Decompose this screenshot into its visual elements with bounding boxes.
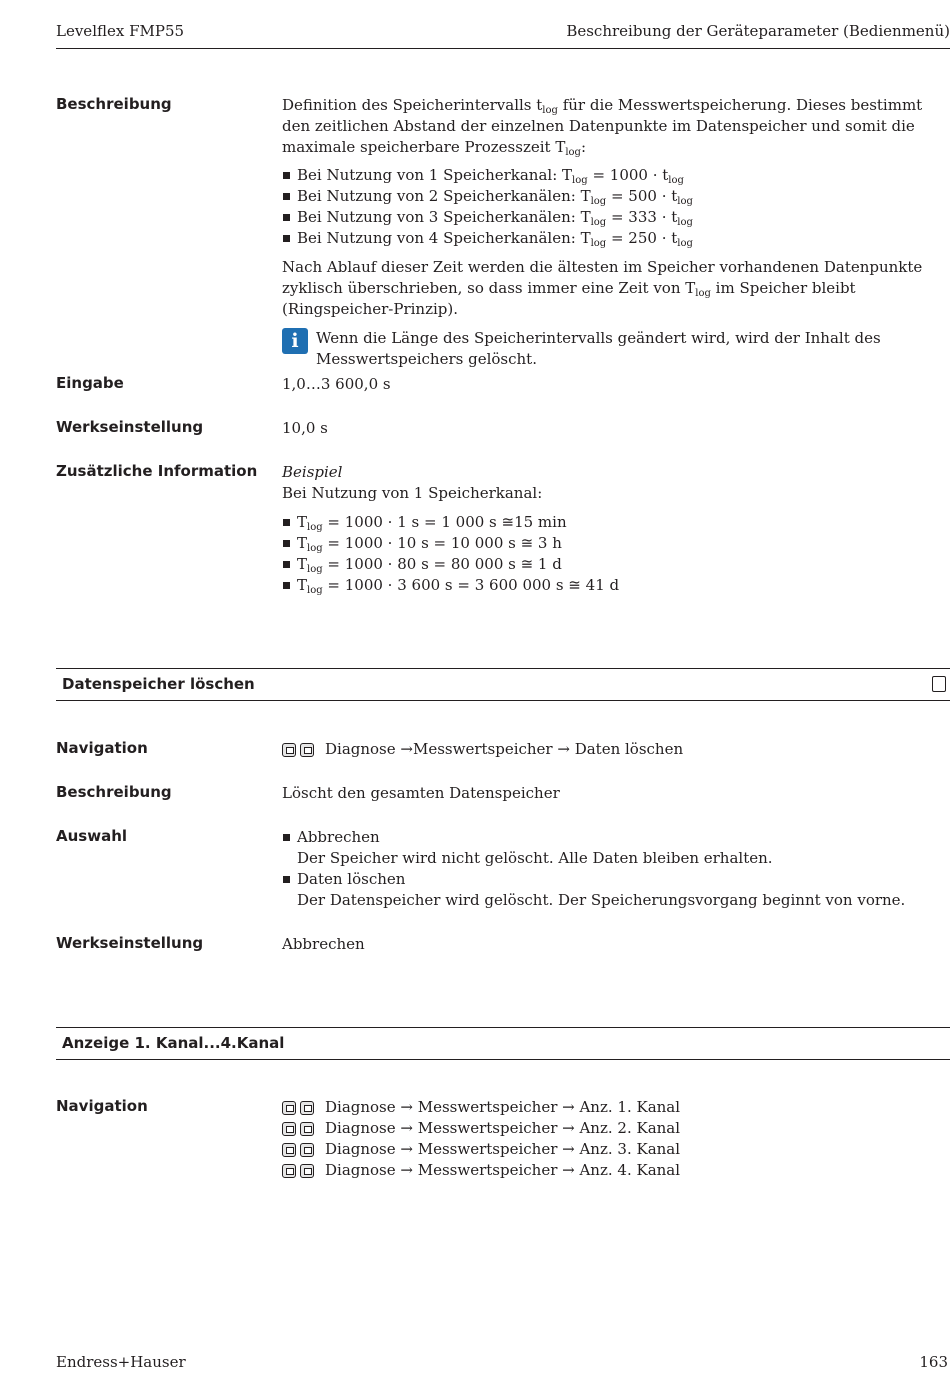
description-block [282, 95, 950, 370]
info-text: Wenn die Länge des Speicherintervalls geändert wird, wird der Inhalt des Messwertspeichers gelöscht. [316, 329, 881, 368]
beispiel-line: Bei Nutzung von 1 Speicherkanal: [282, 484, 543, 502]
display-icon [300, 743, 314, 757]
zusatz-block [282, 462, 950, 596]
label-werkseinstellung: Werkseinstellung [56, 934, 204, 952]
list-item: Diagnose → Messwertspeicher → Anz. 1. Kanal [282, 1097, 950, 1118]
info-icon: i [282, 328, 308, 354]
keypad-icon [282, 1122, 296, 1136]
label-werkseinstellung: Werkseinstellung [56, 418, 204, 436]
list-item: $T_{log} = 1000 \cdot 10$ s = 10 000 s ≅ 3 h [282, 533, 950, 554]
keypad-icon [282, 743, 296, 757]
description-paragraph: Definition des Speicherintervalls $t_{log}$ für die Messwertspeicherung. Dieses bestimmt den zeitlichen Abstand der einzelnen Datenpunkte im Datenspeicher und somit die maximale speicherbare Prozesszeit $T_{log}$: [282, 96, 923, 158]
navigation-paths [282, 1097, 950, 1181]
display-icon [300, 1164, 314, 1178]
auswahl-options [282, 827, 950, 911]
label-eingabe: Eingabe [56, 374, 124, 392]
option-list [282, 827, 950, 911]
list-item: $T_{log} = 1000 \cdot 1$ s = 1 000 s ≅15 min [282, 512, 950, 533]
label-beschreibung: Beschreibung [56, 783, 172, 801]
section-title: Datenspeicher löschen [62, 675, 255, 693]
example-list [282, 512, 950, 596]
list-item: Bei Nutzung von 4 Speicherkanälen: $T_{log} = 250 \cdot t_{log}$ [282, 228, 950, 249]
ringbuffer-paragraph: Nach Ablauf dieser Zeit werden die ältesten im Speicher vorhandenen Datenpunkte zyklisch überschrieben, so dass immer eine Zeit von $T_{log}$ im Speicher bleibt (Ringspeicher-Prinzip). [282, 258, 923, 318]
page-number: 163 [919, 1353, 948, 1371]
section-header-datenspeicher-loeschen [56, 668, 950, 701]
keypad-icon [282, 1101, 296, 1115]
werkseinstellung-value: Abbrechen [282, 935, 365, 953]
channel-list [282, 165, 950, 249]
display-icon [300, 1143, 314, 1157]
lock-icon [932, 676, 946, 692]
list-item: $T_{log} = 1000 \cdot 3$ 600 s = 3 600 000 s ≅ 41 d [282, 575, 950, 596]
display-icon [300, 1101, 314, 1115]
list-item: Abbrechen Der Speicher wird nicht gelöscht. Alle Daten bleiben erhalten. [282, 827, 950, 869]
list-item: Bei Nutzung von 2 Speicherkanälen: $T_{log} = 500 \cdot t_{log}$ [282, 186, 950, 207]
list-item: $T_{log} = 1000 \cdot 80$ s = 80 000 s ≅ 1 d [282, 554, 950, 575]
beispiel-heading: Beispiel [282, 463, 343, 481]
label-auswahl: Auswahl [56, 827, 128, 845]
list-item: Diagnose → Messwertspeicher → Anz. 2. Kanal [282, 1118, 950, 1139]
eingabe-value: 1,0…3 600,0 s [282, 375, 391, 393]
keypad-icon [282, 1164, 296, 1178]
list-item: Bei Nutzung von 1 Speicherkanal: $T_{log} = 1000 \cdot t_{log}$ [282, 165, 950, 186]
navigation-path [282, 739, 950, 760]
list-item: Diagnose → Messwertspeicher → Anz. 4. Kanal [282, 1160, 950, 1181]
list-item: Diagnose → Messwertspeicher → Anz. 3. Kanal [282, 1139, 950, 1160]
keypad-icon [282, 1143, 296, 1157]
werkseinstellung-value: 10,0 s [282, 419, 328, 437]
header-product: Levelflex FMP55 [56, 22, 185, 40]
navigation-text: Diagnose →Messwertspeicher → Daten löschen [325, 740, 684, 758]
list-item: Bei Nutzung von 3 Speicherkanälen: $T_{log} = 333 \cdot t_{log}$ [282, 207, 950, 228]
section-header-anzeige-kanal [56, 1027, 950, 1060]
info-note [282, 328, 950, 370]
label-navigation: Navigation [56, 1097, 148, 1115]
label-zusaetzliche-information: Zusätzliche Information [56, 462, 258, 480]
header-rule [56, 48, 950, 49]
list-item: Daten löschen Der Datenspeicher wird gelöscht. Der Speicherungsvorgang beginnt von vorne. [282, 869, 950, 911]
footer-company: Endress+Hauser [56, 1353, 186, 1371]
section-title: Anzeige 1. Kanal...4.Kanal [62, 1034, 285, 1052]
header-chapter: Beschreibung der Geräteparameter (Bedienmenü) [566, 22, 950, 40]
label-beschreibung: Beschreibung [56, 95, 172, 113]
label-navigation: Navigation [56, 739, 148, 757]
beschreibung-value: Löscht den gesamten Datenspeicher [282, 784, 560, 802]
display-icon [300, 1122, 314, 1136]
